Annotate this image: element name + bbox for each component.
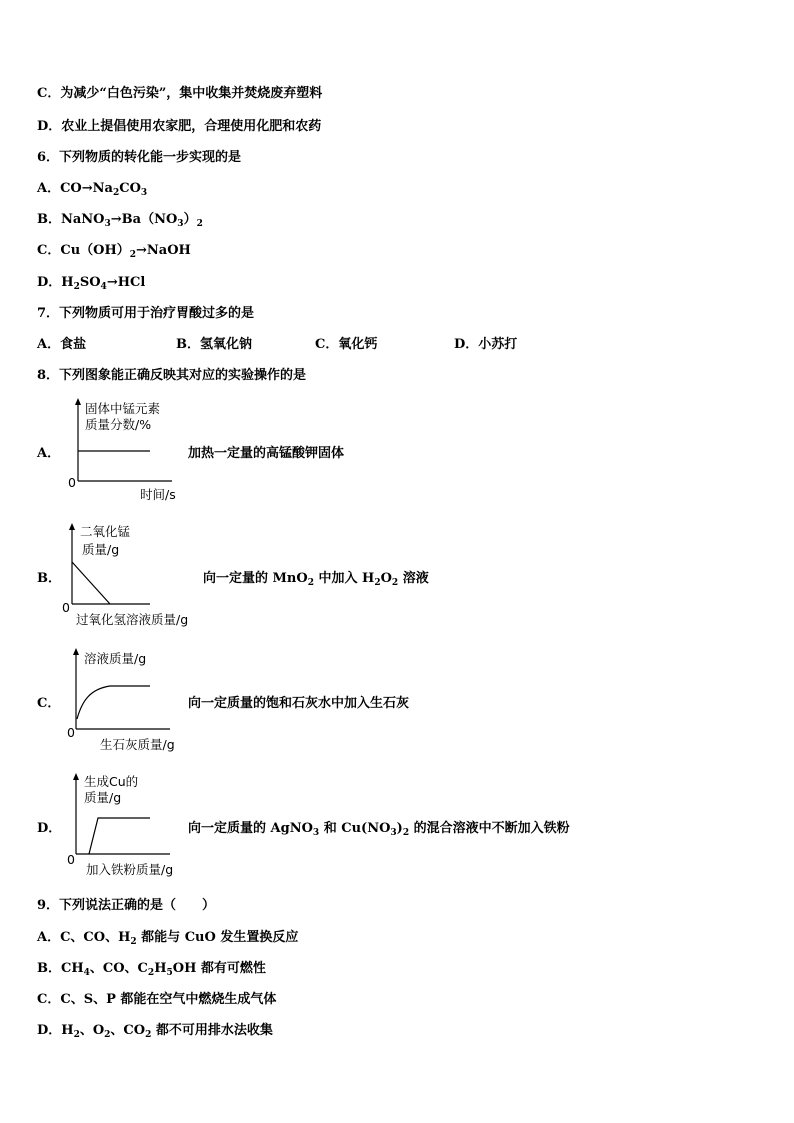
q9-option-b: B．$CH_4$、CO、$C_2H_5OH$ 都有可燃性 [37, 961, 266, 978]
x-axis-label: 过氧化氢溶液质量/g [76, 612, 189, 627]
y-axis-arrow [73, 648, 79, 655]
q8-option-c-desc: 向一定质量的饱和石灰水中加入生石灰 [188, 696, 410, 711]
q7-option-c: C．氧化钙 [315, 337, 378, 352]
q8-option-a-desc: 加热一定量的高锰酸钾固体 [188, 446, 345, 461]
q6-option-a: A．$CO\to Na_2CO_3$ [37, 181, 148, 198]
y-axis-arrow [69, 523, 75, 530]
origin-label: 0 [67, 852, 75, 867]
q5-option-c: C．为减少“白色污染”，集中收集并焚烧废弃塑料 [37, 86, 323, 101]
q8-graph-a [60, 395, 200, 505]
q9-option-d: D．$H_2$、$O_2$、$CO_2$ 都不可用排水法收集 [37, 1023, 273, 1040]
x-axis-label: 加入铁粉质量/g [86, 862, 174, 877]
q5-option-d: D．农业上提倡使用农家肥，合理使用化肥和农药 [37, 119, 322, 134]
q7-option-a: A．食盐 [37, 337, 87, 352]
y-axis-label-line2: 质量/g [82, 542, 120, 557]
q7-option-b: B．氢氧化钠 [176, 337, 252, 352]
origin-label: 0 [62, 600, 70, 615]
q8-graph-d [60, 768, 200, 880]
q9-option-c: C．C、S、P 都能在空气中燃烧生成气体 [37, 992, 277, 1007]
y-axis-label-line2: 质量分数/% [85, 417, 152, 432]
q8-option-b-label: B． [37, 571, 61, 586]
q8-stem: 8．下列图象能正确反映其对应的实验操作的是 [37, 368, 307, 383]
y-axis-label-line1: 生成Cu的 [84, 774, 139, 789]
x-axis-label: 生石灰质量/g [100, 737, 175, 752]
y-axis-label-line1: 固体中锰元素 [85, 401, 161, 416]
q6-option-c: C．$Cu(OH)_2\to NaOH$ [37, 243, 191, 260]
q6-option-d: D．$H_2SO_4\to HCl$ [37, 275, 146, 292]
q8-graph-c [60, 645, 200, 757]
q8-option-d-label: D． [37, 821, 62, 836]
q8-option-d-desc: 向一定质量的 AgNO$_3$ 和 $Cu(NO_3)_2$ 的混合溶液中不断加入铁粉 [188, 821, 570, 838]
y-axis-label-line1: 二氧化锰 [80, 524, 131, 539]
x-axis-label: 时间/s [140, 487, 176, 502]
y-axis-label-line2: 质量/g [84, 790, 122, 805]
q8-graph-b [60, 520, 220, 632]
y-axis-arrow [75, 398, 81, 405]
q7-option-d: D．小苏打 [454, 337, 518, 352]
y-axis-label: 溶液质量/g [84, 651, 147, 666]
q6-stem: 6．下列物质的转化能一步实现的是 [37, 150, 242, 165]
q9-stem: 9．下列说法正确的是（ ） [37, 898, 216, 913]
q7-stem: 7．下列物质可用于治疗胃酸过多的是 [37, 306, 255, 321]
q6-option-b: B．$NaNO_3\to Ba(NO_3)_2$ [37, 212, 203, 229]
curve [77, 686, 150, 719]
q8-option-c-label: C． [37, 696, 61, 711]
q9-option-a: A．C、CO、$H_2$ 都能与 CuO 发生置换反应 [37, 930, 299, 947]
q8-option-a-label: A． [37, 446, 61, 461]
q8-option-b-desc: 向一定量的 MnO$_2$ 中加入 $H_2O_2$ 溶液 [203, 571, 429, 588]
curve [89, 818, 150, 854]
origin-label: 0 [67, 725, 75, 740]
curve [72, 562, 110, 604]
y-axis-arrow [73, 773, 79, 780]
origin-label: 0 [68, 475, 76, 490]
